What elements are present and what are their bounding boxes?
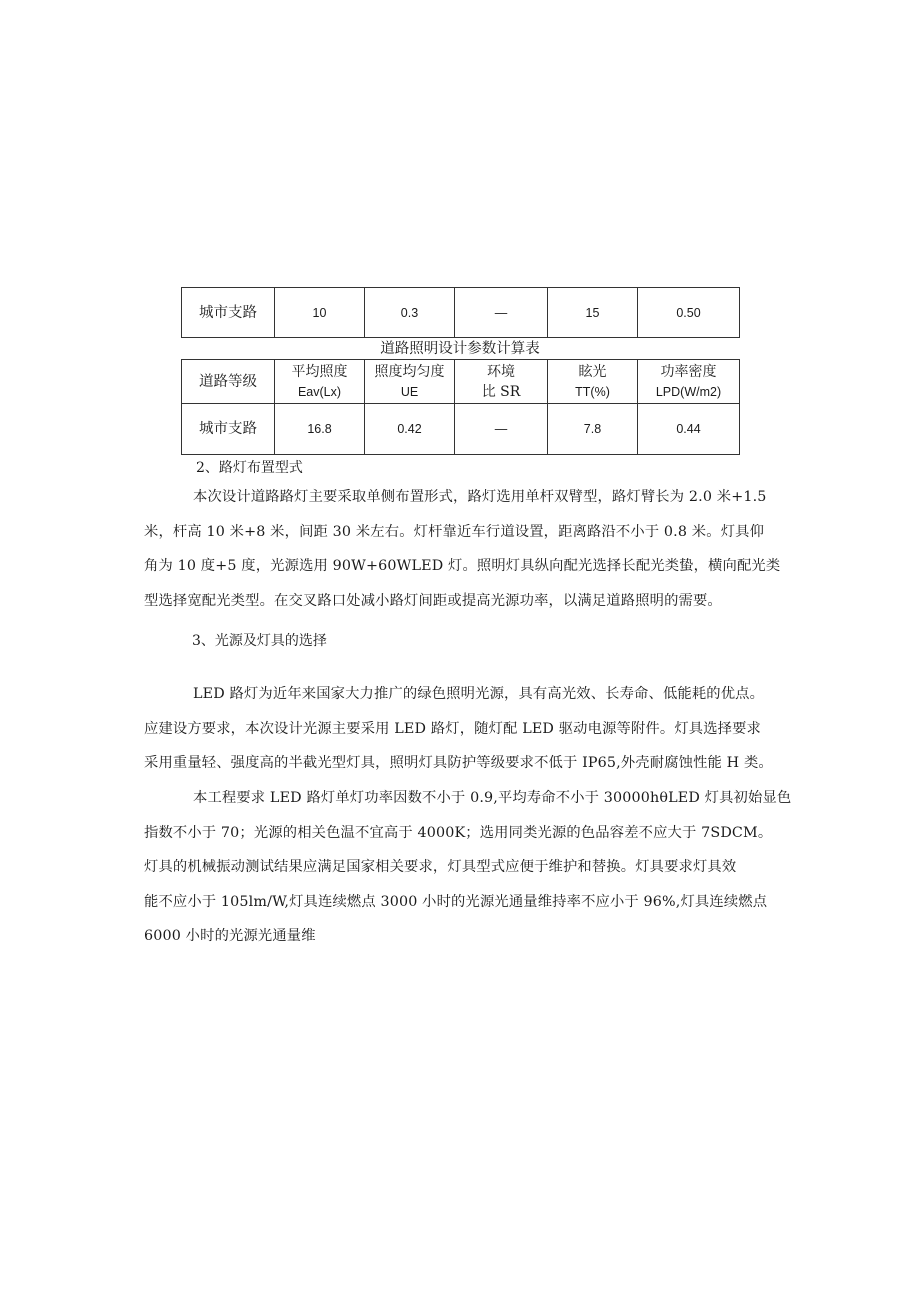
power-density-cell: 0.50 (638, 288, 740, 338)
header-label: 平均照度 (291, 363, 348, 380)
header-surround-ratio (455, 360, 548, 404)
header-unit: LPD(W/m2) (655, 384, 722, 399)
paragraph-line: LED 路灯为近年来国家大力推广的绿色照明光源，具有高光效、长寿命、低能耗的优点。 (193, 686, 765, 702)
table-row (182, 404, 740, 455)
paragraph-line: 型选择宽配光类型。在交叉路口处减小路灯间距或提高光源功率，以满足道路照明的需要。 (144, 592, 722, 609)
surround-ratio-cell: — (455, 404, 548, 455)
table-caption: 道路照明设计参数计算表 (380, 341, 540, 357)
paragraph-line: 米，杆高 10 米+8 米，间距 30 米左右。灯杆靠近车行道设置，距离路沿不小于 0.8 米。灯具仰 (144, 523, 765, 540)
glare-cell: 7.8 (548, 404, 638, 455)
average-illuminance-cell: 16.8 (275, 404, 365, 455)
surround-ratio-cell: — (455, 288, 548, 338)
power-density-cell: 0.44 (638, 404, 740, 455)
table-row (182, 288, 740, 338)
paragraph-line: 本次设计道路路灯主要采取单侧布置形式，路灯选用单杆双臂型，路灯臂长为 2.0 米+1.5 (193, 489, 767, 505)
top-parameter-table (181, 287, 740, 338)
header-label: 功率密度 (660, 363, 717, 380)
paragraph-line: 本工程要求 LED 路灯单灯功率因数不小于 0.9,平均寿命不小于 30000hθLED 灯具初始显色 (193, 790, 792, 806)
header-label: 环境 (487, 363, 515, 380)
section-2-paragraph (144, 480, 780, 618)
average-illuminance-cell: 10 (275, 288, 365, 338)
glare-cell: 15 (548, 288, 638, 338)
header-unit: TT(%) (575, 384, 610, 399)
paragraph-line: 应建设方要求，本次设计光源主要采用 LED 路灯，随灯配 LED 驱动电源等附件。灯具选择要求 (144, 720, 761, 737)
paragraph-line: 角为 10 度+5 度，光源选用 90W+60WLED 灯。照明灯具纵向配光选择长配光类蛰，横向配光类 (144, 558, 781, 574)
paragraph-line: 采用重量轻、强度高的半截光型灯具，照明灯具防护等级要求不低于 IP65,外壳耐腐蚀性能 H 类。 (144, 755, 773, 771)
header-label: 照度均匀度 (374, 363, 445, 380)
paragraph-line: 能不应小于 105lm/W,灯具连续燃点 3000 小时的光源光通量维持率不应小于 96%,灯具连续燃点 (144, 893, 768, 910)
paragraph-line: 6000 小时的光源光通量维 (144, 928, 316, 944)
uniformity-cell: 0.3 (365, 288, 455, 338)
header-glare (548, 360, 638, 404)
road-grade-cell: 城市支路 (182, 404, 275, 455)
section-3-paragraph-1 (144, 677, 780, 781)
header-label: 道路等级 (199, 373, 257, 390)
header-road-grade (182, 360, 275, 404)
section-3-paragraph-2 (144, 781, 792, 954)
section-3-title: 3、光源及灯具的选择 (192, 633, 327, 649)
table-header-row (182, 360, 740, 404)
header-power-density (638, 360, 740, 404)
uniformity-cell: 0.42 (365, 404, 455, 455)
header-uniformity (365, 360, 455, 404)
paragraph-line: 灯具的机械振动测试结果应满足国家相关要求，灯具型式应便于维护和替换。灯具要求灯具效 (144, 859, 737, 875)
lighting-calc-table (181, 359, 740, 455)
header-unit: UE (400, 384, 419, 399)
paragraph-line: 指数不小于 70；光源的相关色温不宜高于 4000K；选用同类光源的色品容差不应大于 7SDCM。 (144, 824, 773, 841)
header-label: 眩光 (578, 363, 607, 380)
header-average-illuminance (275, 360, 365, 404)
header-unit: Eav(Lx) (297, 384, 342, 399)
road-grade-cell: 城市支路 (182, 288, 275, 338)
section-2-title: 2、路灯布置型式 (196, 460, 303, 476)
header-unit: 比 SR (481, 383, 521, 400)
